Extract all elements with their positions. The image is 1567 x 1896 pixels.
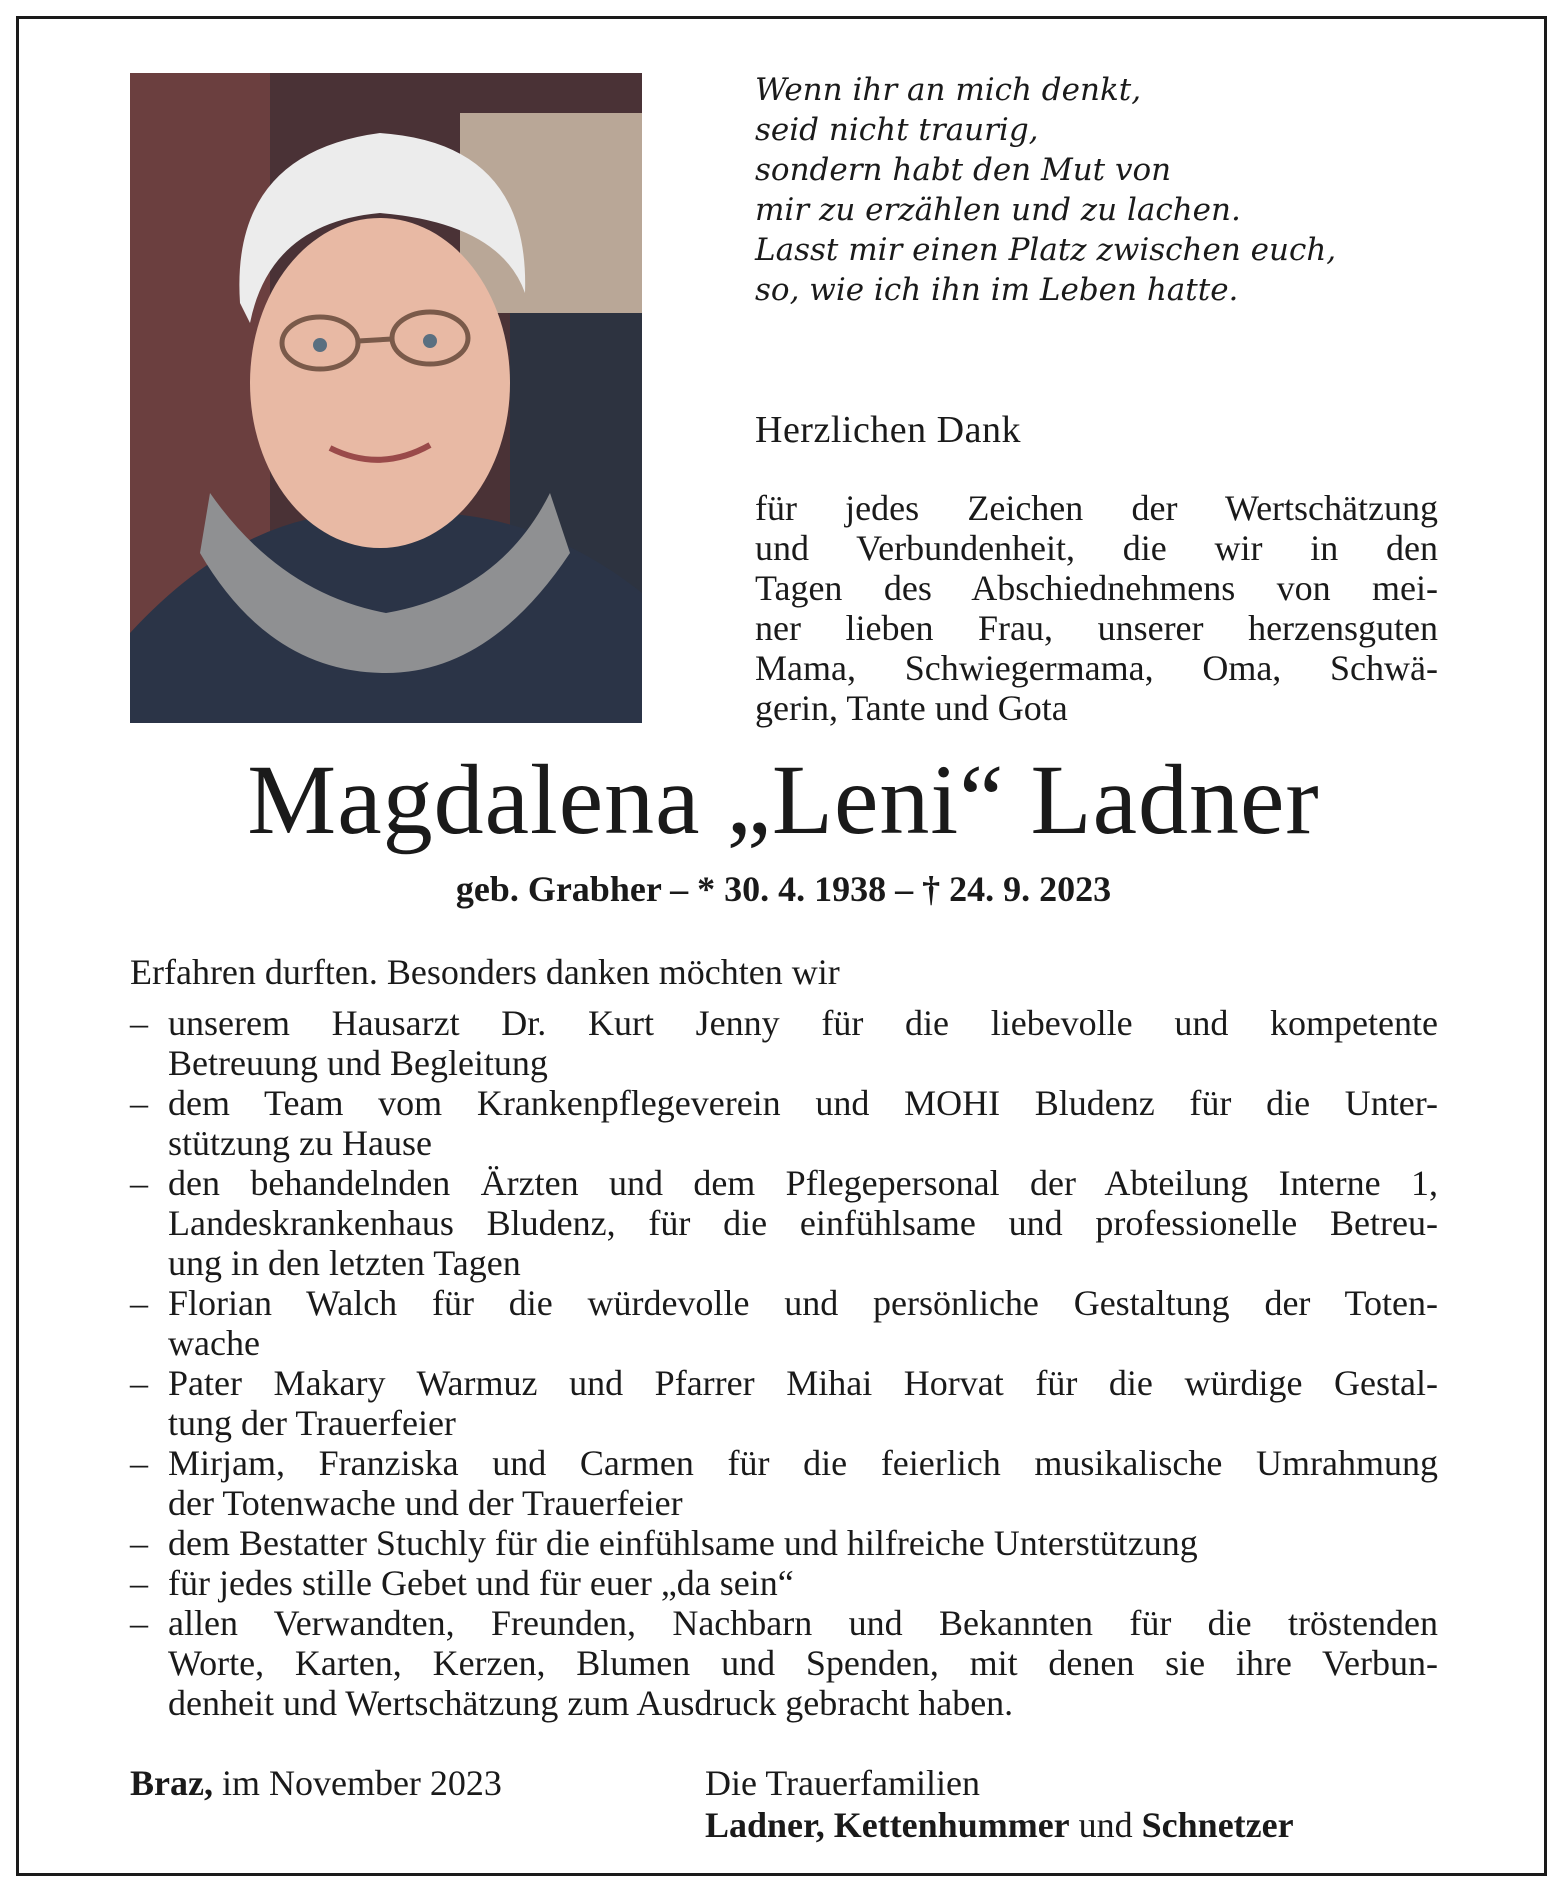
list-dash: – <box>130 1603 148 1643</box>
list-dash: – <box>130 1363 148 1403</box>
acknowledgement-intro: Erfahren durften. Besonders danken möchten wir <box>130 952 840 992</box>
list-item-line: dem Bestatter Stuchly für die einfühlsame und hilfreiche Unterstützung <box>168 1523 1198 1563</box>
list-item <box>130 1003 1438 1083</box>
list-dash: – <box>130 1283 148 1323</box>
list-item <box>130 1163 1438 1283</box>
list-item-line: der Totenwache und der Trauerfeier <box>168 1483 683 1523</box>
list-item-line: ung in den letzten Tagen <box>168 1243 521 1283</box>
thanks-paragraph <box>755 488 1438 728</box>
list-item-line: Worte, Karten, Kerzen, Blumen und Spenden, mit denen sie ihre Verbun- <box>168 1643 1438 1683</box>
list-item <box>130 1363 1438 1443</box>
thanks-line: und Verbundenheit, die wir in den <box>755 528 1438 568</box>
family-name: Ladner, <box>705 1805 825 1845</box>
list-item-line: Pater Makary Warmuz und Pfarrer Mihai Horvat für die würdige Gestal- <box>168 1363 1438 1403</box>
family-joiner: und <box>1078 1805 1133 1845</box>
list-item <box>130 1603 1438 1723</box>
portrait-photo <box>130 73 642 723</box>
list-dash: – <box>130 1563 148 1603</box>
list-item-line: dem Team vom Krankenpflegeverein und MOHI Bludenz für die Unter- <box>168 1083 1438 1123</box>
list-item <box>130 1283 1438 1363</box>
list-dash: – <box>130 1523 148 1563</box>
list-item-line: stützung zu Hause <box>168 1123 432 1163</box>
list-item-line: wache <box>168 1323 260 1363</box>
list-item-line: denheit und Wertschätzung zum Ausdruck gebracht haben. <box>168 1683 1014 1723</box>
poem-line: Wenn ihr an mich denkt, <box>755 72 1142 108</box>
place-name: Braz, <box>130 1763 213 1803</box>
thanks-line: ner lieben Frau, unserer herzensguten <box>755 608 1438 648</box>
list-item-line: tung der Trauerfeier <box>168 1403 456 1443</box>
poem-line: Lasst mir einen Platz zwischen euch, <box>755 232 1337 268</box>
family-names <box>705 1804 1294 1846</box>
thanks-heading: Herzlichen Dank <box>755 409 1021 451</box>
family-name: Schnetzer <box>1141 1805 1294 1845</box>
list-dash: – <box>130 1163 148 1203</box>
list-item-line: Florian Walch für die würdevolle und persönliche Gestaltung der Toten- <box>168 1283 1438 1323</box>
list-item-line: allen Verwandten, Freunden, Nachbarn und Bekannten für die tröstenden <box>168 1603 1438 1643</box>
thanks-line: für jedes Zeichen der Wertschätzung <box>755 488 1438 528</box>
thanks-line: Mama, Schwiegermama, Oma, Schwä- <box>755 648 1438 688</box>
families-label: Die Trauerfamilien <box>705 1763 980 1803</box>
list-dash: – <box>130 1083 148 1123</box>
poem-line: so, wie ich ihn im Leben hatte. <box>755 272 1239 308</box>
poem-line: mir zu erzählen und zu lachen. <box>755 192 1241 228</box>
thanks-line: gerin, Tante und Gota <box>755 688 1068 728</box>
memorial-poem <box>755 70 1336 310</box>
poem-line: seid nicht traurig, <box>755 112 1039 148</box>
list-item <box>130 1523 1438 1563</box>
family-signature <box>705 1762 1294 1846</box>
list-item-line: Betreuung und Begleitung <box>168 1043 548 1083</box>
place-date <box>130 1762 502 1804</box>
list-item-line: den behandelnden Ärzten und dem Pflegepersonal der Abteilung Interne 1, <box>168 1163 1438 1203</box>
notice-date: im November 2023 <box>221 1763 502 1803</box>
thanks-line: Tagen des Abschiednehmens von mei- <box>755 568 1438 608</box>
list-item-line: Landeskrankenhaus Bludenz, für die einfühlsame und professionelle Betreu- <box>168 1203 1438 1243</box>
list-item-line: für jedes stille Gebet und für euer „da sein“ <box>168 1563 794 1603</box>
poem-line: sondern habt den Mut von <box>755 152 1172 188</box>
list-dash: – <box>130 1003 148 1043</box>
list-item-line: unserem Hausarzt Dr. Kurt Jenny für die liebevolle und kompetente <box>168 1003 1438 1043</box>
life-dates: geb. Grabher – * 30. 4. 1938 – † 24. 9. 2023 <box>455 869 1112 909</box>
list-item <box>130 1083 1438 1163</box>
list-item-line: Mirjam, Franziska und Carmen für die feierlich musikalische Umrahmung <box>168 1443 1438 1483</box>
acknowledgement-list <box>130 1003 1438 1723</box>
list-dash: – <box>130 1443 148 1483</box>
list-item <box>130 1443 1438 1523</box>
deceased-name: Magdalena „Leni“ Ladner <box>247 744 1320 855</box>
list-item <box>130 1563 1438 1603</box>
family-name: Kettenhummer <box>833 1805 1070 1845</box>
portrait-illustration <box>130 73 642 723</box>
